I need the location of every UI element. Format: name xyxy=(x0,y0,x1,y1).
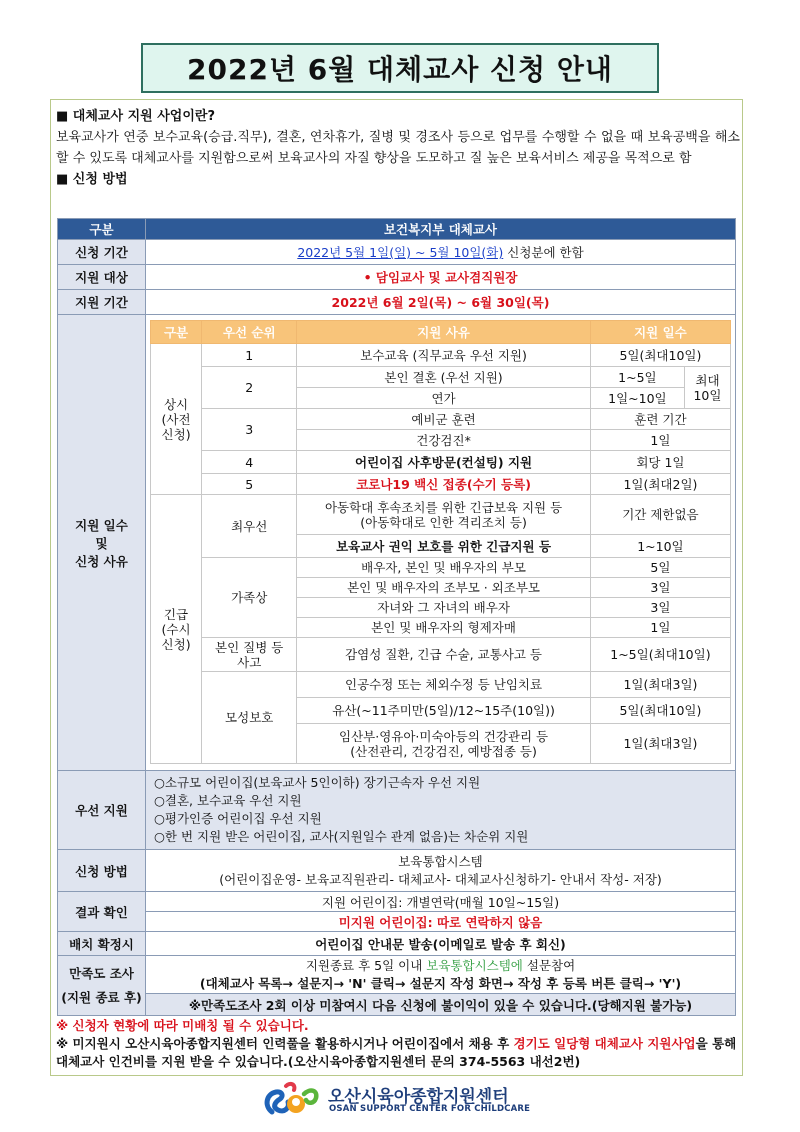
row-survey xyxy=(58,956,736,994)
apply-period-value: 2022년 5월 1일(일) ~ 5월 10일(화) xyxy=(297,245,504,260)
rank-1: 1 xyxy=(202,344,297,367)
row-placement xyxy=(58,932,736,956)
days-2b: 1일~10일 xyxy=(590,388,684,409)
rank-maternity: 모성보호 xyxy=(202,672,297,764)
page-title xyxy=(141,43,659,93)
org-name-en: OSAN SUPPORT CENTER FOR CHILDCARE xyxy=(329,1104,531,1114)
days-label-line1: 지원 일수 xyxy=(75,517,128,533)
reason-maternity-3: 임산부·영유아·미숙아등의 건강관리 등 (산전관리, 건강검진, 예방접종 등) xyxy=(297,724,591,764)
support-period-label: 지원 기간 xyxy=(58,290,146,315)
support-days-table xyxy=(150,320,731,764)
days-sick-1: 1~5일(최대10일) xyxy=(590,638,730,672)
list-item: ○결혼, 보수교육 우선 지원 xyxy=(154,793,302,808)
inner-header-category: 구분 xyxy=(151,321,202,344)
days-reasons-label xyxy=(58,315,146,771)
days-maternity-3: 1일(최대3일) xyxy=(590,724,730,764)
days-top-2: 1~10일 xyxy=(590,535,730,558)
reason-family-4: 본인 및 배우자의 형제자매 xyxy=(297,618,591,638)
reason-2a: 본인 결혼 (우선 지원) xyxy=(297,367,591,388)
header-program: 보건복지부 대체교사 xyxy=(146,219,736,240)
urgent-group-label: 긴급 (수시 신청) xyxy=(151,495,202,764)
reason-top-1: 아동학대 후속조치를 위한 긴급보육 지원 등 (아동학대로 인한 격리조치 등) xyxy=(297,495,591,535)
osan-center-logo-icon xyxy=(262,1080,326,1120)
reason-family-1: 배우자, 본인 및 배우자의 부모 xyxy=(297,558,591,578)
priority-list xyxy=(146,771,736,850)
result-line2: 미지원 어린이집: 따로 연락하지 않음 xyxy=(146,912,736,932)
days-2a: 1~5일 xyxy=(590,367,684,388)
reason-2b: 연가 xyxy=(297,388,591,409)
table-row xyxy=(151,672,731,698)
days-maternity-2: 5일(최대10일) xyxy=(590,698,730,724)
row-days-reasons xyxy=(58,315,736,771)
footer-logo xyxy=(262,1080,552,1120)
list-item: ○한 번 지원 받은 어린이집, 교사(지원일수 관계 없음)는 차순위 지원 xyxy=(154,829,529,844)
intro-section xyxy=(56,106,740,190)
rank-4: 4 xyxy=(202,451,297,474)
row-result-2 xyxy=(58,912,736,932)
method-line2: (어린이집운영- 보육교직원관리- 대체교사- 대체교사신청하기- 안내서 작성- 저장) xyxy=(219,871,662,887)
table-row xyxy=(151,638,731,672)
note-2-a: ※ 미지원시 오산시육아종합지원센터 인력풀을 활용하시거나 어린이집에서 채용 후 xyxy=(56,1036,514,1051)
reason-sick-1: 감염성 질환, 긴급 수술, 교통사고 등 xyxy=(297,638,591,672)
note-2 xyxy=(56,1035,740,1071)
table-row xyxy=(151,495,731,535)
apply-period-label: 신청 기간 xyxy=(58,240,146,265)
survey-label-line1: 만족도 조사 xyxy=(69,965,134,981)
rank-5: 5 xyxy=(202,474,297,495)
support-period-value: 2022년 6월 2일(목) ~ 6월 30일(목) xyxy=(146,290,736,315)
days-top-1: 기간 제한없음 xyxy=(590,495,730,535)
table-row xyxy=(151,344,731,367)
table-header-row xyxy=(58,219,736,240)
table-row xyxy=(151,367,731,388)
survey-label xyxy=(58,956,146,1016)
inner-header-row xyxy=(151,321,731,344)
rank-sick: 본인 질병 등 사고 xyxy=(202,638,297,672)
days-label-line3: 신청 사유 xyxy=(75,553,128,569)
result-line1: 지원 어린이집: 개별연락(매월 10일~15일) xyxy=(146,892,736,912)
survey-label-line2: (지원 종료 후) xyxy=(61,989,142,1005)
days-5: 1일(최대2일) xyxy=(590,474,730,495)
reason-maternity-2: 유산(~11주미만(5일)/12~15주(10일)) xyxy=(297,698,591,724)
intro-body: 보육교사가 연중 보수교육(승급.직무), 결혼, 연차휴가, 질병 및 경조사 등으로 업무를 수행할 수 없을 때 보육공백을 해소할 수 있도록 대체교사를 지원함으로써 보육교사의 자질 향상을 도모하고 질 높은 보육서비스 제공을 목적으로 함 xyxy=(56,130,740,166)
survey-line1-system: 보육통합시스템에 xyxy=(426,957,523,973)
reason-family-2: 본인 및 배우자의 조부모 · 외조부모 xyxy=(297,578,591,598)
survey-line1-a: 지원종료 후 5일 이내 xyxy=(305,957,427,973)
table-row xyxy=(151,409,731,430)
inner-header-reason: 지원 사유 xyxy=(297,321,591,344)
note-2-program: 경기도 일당형 대체교사 지원사업 xyxy=(513,1036,696,1051)
reason-1: 보수교육 (직무교육 우선 지원) xyxy=(297,344,591,367)
days-2-max: 최대 10일 xyxy=(684,367,730,409)
survey-line1 xyxy=(149,957,732,975)
table-row xyxy=(151,451,731,474)
info-table xyxy=(57,218,736,1016)
survey-line2: (대체교사 목록→ 설문지→ 'N' 클릭→ 설문지 작성 화면→ 작성 후 등록 버튼 클릭→ 'Y') xyxy=(199,975,682,991)
note-2-c: 을 통해 대체교사 인건비를 지원 받을 수 있습니다.(오산시육아종합지원센터 문의 374-5563 내선2번) xyxy=(56,1036,737,1069)
survey-line1-c: 설문참여 xyxy=(522,957,576,973)
reason-3a: 예비군 훈련 xyxy=(297,409,591,430)
days-maternity-1: 1일(최대3일) xyxy=(590,672,730,698)
method-label: 신청 방법 xyxy=(58,850,146,892)
rank-2: 2 xyxy=(202,367,297,409)
days-1: 5일(최대10일) xyxy=(590,344,730,367)
reason-4: 어린이집 사후방문(컨설팅) 지원 xyxy=(297,451,591,474)
apply-period-cell xyxy=(146,240,736,265)
apply-period-suffix: 신청분에 한함 xyxy=(503,245,584,260)
list-item: ○평가인증 어린이집 우선 지원 xyxy=(154,811,322,826)
survey-cell xyxy=(146,956,736,994)
rank-3: 3 xyxy=(202,409,297,451)
placement-value: 어린이집 안내문 발송(이메일로 발송 후 회신) xyxy=(146,932,736,956)
table-row xyxy=(151,558,731,578)
days-family-3: 3일 xyxy=(590,598,730,618)
reason-maternity-1: 인공수정 또는 체외수정 등 난임치료 xyxy=(297,672,591,698)
reason-5: 코로나19 백신 접종(수기 등록) xyxy=(297,474,591,495)
days-label-line2: 및 xyxy=(95,535,108,551)
reason-3b: 건강검진* xyxy=(297,430,591,451)
target-value: • 담임교사 및 교사겸직원장 xyxy=(146,265,736,290)
row-priority xyxy=(58,771,736,850)
inner-header-rank: 우선 순위 xyxy=(202,321,297,344)
rank-top: 최우선 xyxy=(202,495,297,558)
placement-label: 배치 확정시 xyxy=(58,932,146,956)
note-1: ※ 신청자 현황에 따라 미배칭 될 수 있습니다. xyxy=(56,1018,309,1033)
reason-family-3: 자녀와 그 자녀의 배우자 xyxy=(297,598,591,618)
row-result xyxy=(58,892,736,912)
list-item: ○소규모 어린이집(보육교사 5인이하) 장기근속자 우선 지원 xyxy=(154,775,481,790)
days-family-2: 3일 xyxy=(590,578,730,598)
target-label: 지원 대상 xyxy=(58,265,146,290)
days-family-1: 5일 xyxy=(590,558,730,578)
days-3b: 1일 xyxy=(590,430,730,451)
table-row xyxy=(151,474,731,495)
survey-warning: ※만족도조사 2회 이상 미참여시 다음 신청에 불이익이 있을 수 있습니다.(당해지원 불가능) xyxy=(146,994,736,1016)
row-survey-warning xyxy=(58,994,736,1016)
result-label: 결과 확인 xyxy=(58,892,146,932)
method-heading: ■ 신청 방법 xyxy=(56,172,128,187)
header-category: 구분 xyxy=(58,219,146,240)
reason-top-2: 보육교사 권익 보호를 위한 긴급지원 등 xyxy=(297,535,591,558)
row-method xyxy=(58,850,736,892)
page-title-text: 2022년 6월 대체교사 신청 안내 xyxy=(187,53,613,86)
inner-header-days: 지원 일수 xyxy=(590,321,730,344)
days-family-4: 1일 xyxy=(590,618,730,638)
method-line1: 보육통합시스템 xyxy=(398,853,483,869)
rank-family: 가족상 xyxy=(202,558,297,638)
row-target xyxy=(58,265,736,290)
org-name: 오산시육아종합지원센터 xyxy=(328,1087,509,1107)
priority-label: 우선 지원 xyxy=(58,771,146,850)
intro-heading: ■ 대체교사 지원 사업이란? xyxy=(56,109,215,124)
days-4: 회당 1일 xyxy=(590,451,730,474)
method-cell xyxy=(146,850,736,892)
row-apply-period xyxy=(58,240,736,265)
days-reasons-cell xyxy=(146,315,736,771)
days-3a: 훈련 기간 xyxy=(590,409,730,430)
regular-group-label: 상시 (사전 신청) xyxy=(151,344,202,495)
notes-section xyxy=(56,1017,740,1071)
row-support-period xyxy=(58,290,736,315)
